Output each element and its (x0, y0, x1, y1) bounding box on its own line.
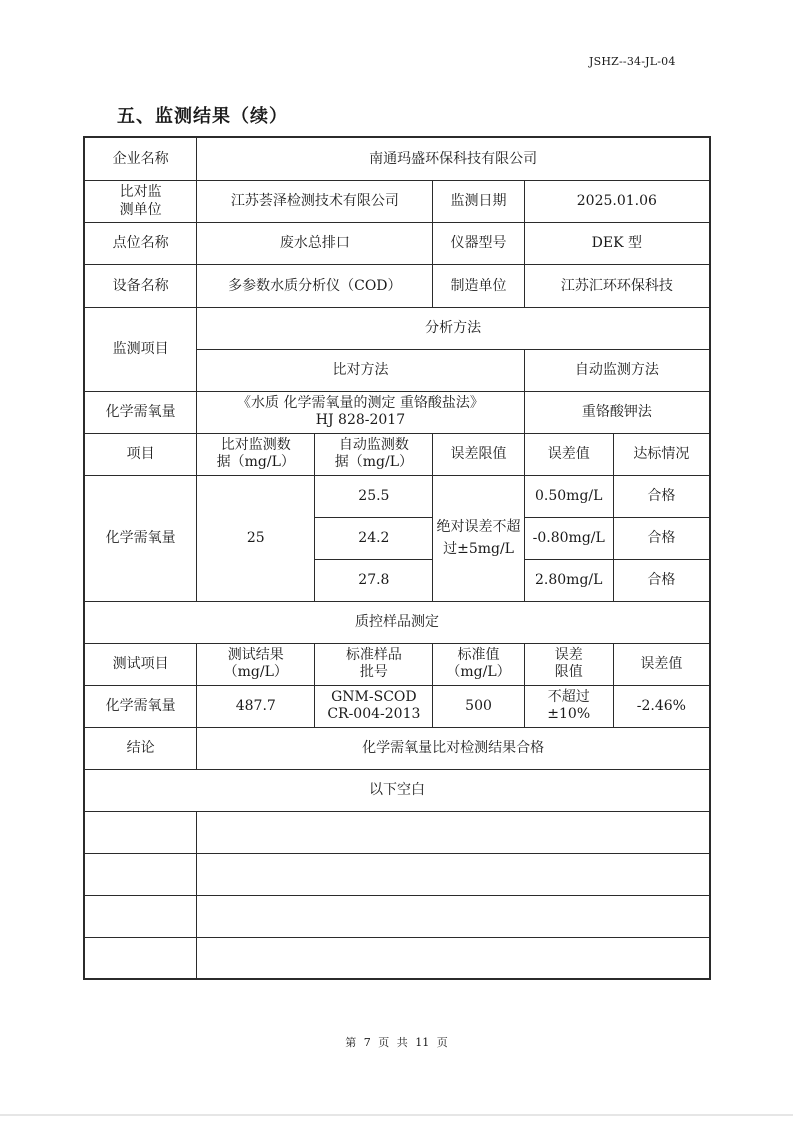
error-value: -0.80mg/L (524, 517, 613, 559)
result-item-header: 项目 (84, 433, 197, 475)
result-item: 化学需氧量 (84, 475, 197, 601)
device-label: 设备名称 (84, 264, 197, 307)
conclusion-row (84, 727, 710, 769)
company-label: 企业名称 (84, 137, 197, 180)
analysis-method-label: 分析方法 (197, 307, 710, 349)
qc-item: 化学需氧量 (84, 685, 197, 727)
comparison-method-value: 《水质 化学需氧量的测定 重铬酸盐法》 HJ 828-2017 (197, 391, 524, 433)
qc-header-row (84, 643, 710, 685)
device-row (84, 264, 710, 307)
qc-item-header: 测试项目 (84, 643, 197, 685)
device-value: 多参数水质分析仪（COD） (197, 264, 433, 307)
status-header: 达标情况 (613, 433, 710, 475)
empty-row (84, 853, 710, 895)
manufacturer-label: 制造单位 (433, 264, 524, 307)
qc-title: 质控样品测定 (84, 601, 710, 643)
auto-method-value: 重铬酸钾法 (524, 391, 710, 433)
unit-date-row (84, 180, 710, 222)
empty-cell (84, 937, 197, 979)
page-number: 第 7 页 共 11 页 (345, 1036, 448, 1049)
table-row (84, 475, 710, 517)
result-header-row (84, 433, 710, 475)
auto-value: 27.8 (315, 559, 433, 601)
comparison-unit-value: 江苏荟泽检测技术有限公司 (197, 180, 433, 222)
blank-note: 以下空白 (84, 769, 710, 811)
instrument-model-label: 仪器型号 (433, 222, 524, 264)
conclusion-value: 化学需氧量比对检测结果合格 (197, 727, 710, 769)
empty-row (84, 895, 710, 937)
empty-cell (197, 811, 710, 853)
qc-row (84, 685, 710, 727)
status-value: 合格 (613, 559, 710, 601)
auto-data-header: 自动监测数 据（mg/L） (315, 433, 433, 475)
section-title: 五、监测结果（续） (117, 106, 288, 127)
comparison-method-label: 比对方法 (197, 349, 524, 391)
empty-cell (197, 895, 710, 937)
page-bottom-edge (0, 1114, 793, 1116)
qc-limit-header: 误差 限值 (524, 643, 613, 685)
qc-limit: 不超过 ±10% (524, 685, 613, 727)
blank-note-row (84, 769, 710, 811)
qc-error-header: 误差值 (613, 643, 710, 685)
method-row (84, 391, 710, 433)
method-header-row (84, 307, 710, 349)
auto-value: 25.5 (315, 475, 433, 517)
qc-error: -2.46% (613, 685, 710, 727)
document-code: JSHZ--34-JL-04 (589, 55, 676, 68)
manufacturer-value: 江苏汇环环保科技 (524, 264, 710, 307)
status-value: 合格 (613, 475, 710, 517)
error-value-header: 误差值 (524, 433, 613, 475)
monitor-date-value: 2025.01.06 (524, 180, 710, 222)
auto-value: 24.2 (315, 517, 433, 559)
company-row (84, 137, 710, 180)
comparison-data-header: 比对监测数 据（mg/L） (197, 433, 315, 475)
qc-batch: GNM-SCOD CR-004-2013 (315, 685, 433, 727)
qc-std-header: 标准值 （mg/L） (433, 643, 524, 685)
instrument-model-value: DEK 型 (524, 222, 710, 264)
comparison-unit-label: 比对监 测单位 (84, 180, 197, 222)
monitoring-result-table (83, 136, 711, 980)
qc-batch-header: 标准样品 批号 (315, 643, 433, 685)
monitor-date-label: 监测日期 (433, 180, 524, 222)
error-value: 2.80mg/L (524, 559, 613, 601)
empty-cell (197, 853, 710, 895)
qc-title-row (84, 601, 710, 643)
method-item: 化学需氧量 (84, 391, 197, 433)
qc-result: 487.7 (197, 685, 315, 727)
empty-row (84, 937, 710, 979)
qc-result-header: 测试结果 （mg/L） (197, 643, 315, 685)
empty-cell (84, 811, 197, 853)
status-value: 合格 (613, 517, 710, 559)
point-label: 点位名称 (84, 222, 197, 264)
conclusion-label: 结论 (84, 727, 197, 769)
empty-cell (84, 853, 197, 895)
error-limit-value: 绝对误差不超 过±5mg/L (433, 475, 524, 601)
empty-cell (197, 937, 710, 979)
empty-row (84, 811, 710, 853)
point-value: 废水总排口 (197, 222, 433, 264)
error-limit-header: 误差限值 (433, 433, 524, 475)
qc-std: 500 (433, 685, 524, 727)
error-value: 0.50mg/L (524, 475, 613, 517)
company-value: 南通玛盛环保科技有限公司 (197, 137, 710, 180)
monitor-item-label: 监测项目 (84, 307, 197, 391)
auto-method-label: 自动监测方法 (524, 349, 710, 391)
point-model-row (84, 222, 710, 264)
empty-cell (84, 895, 197, 937)
comparison-value: 25 (197, 475, 315, 601)
